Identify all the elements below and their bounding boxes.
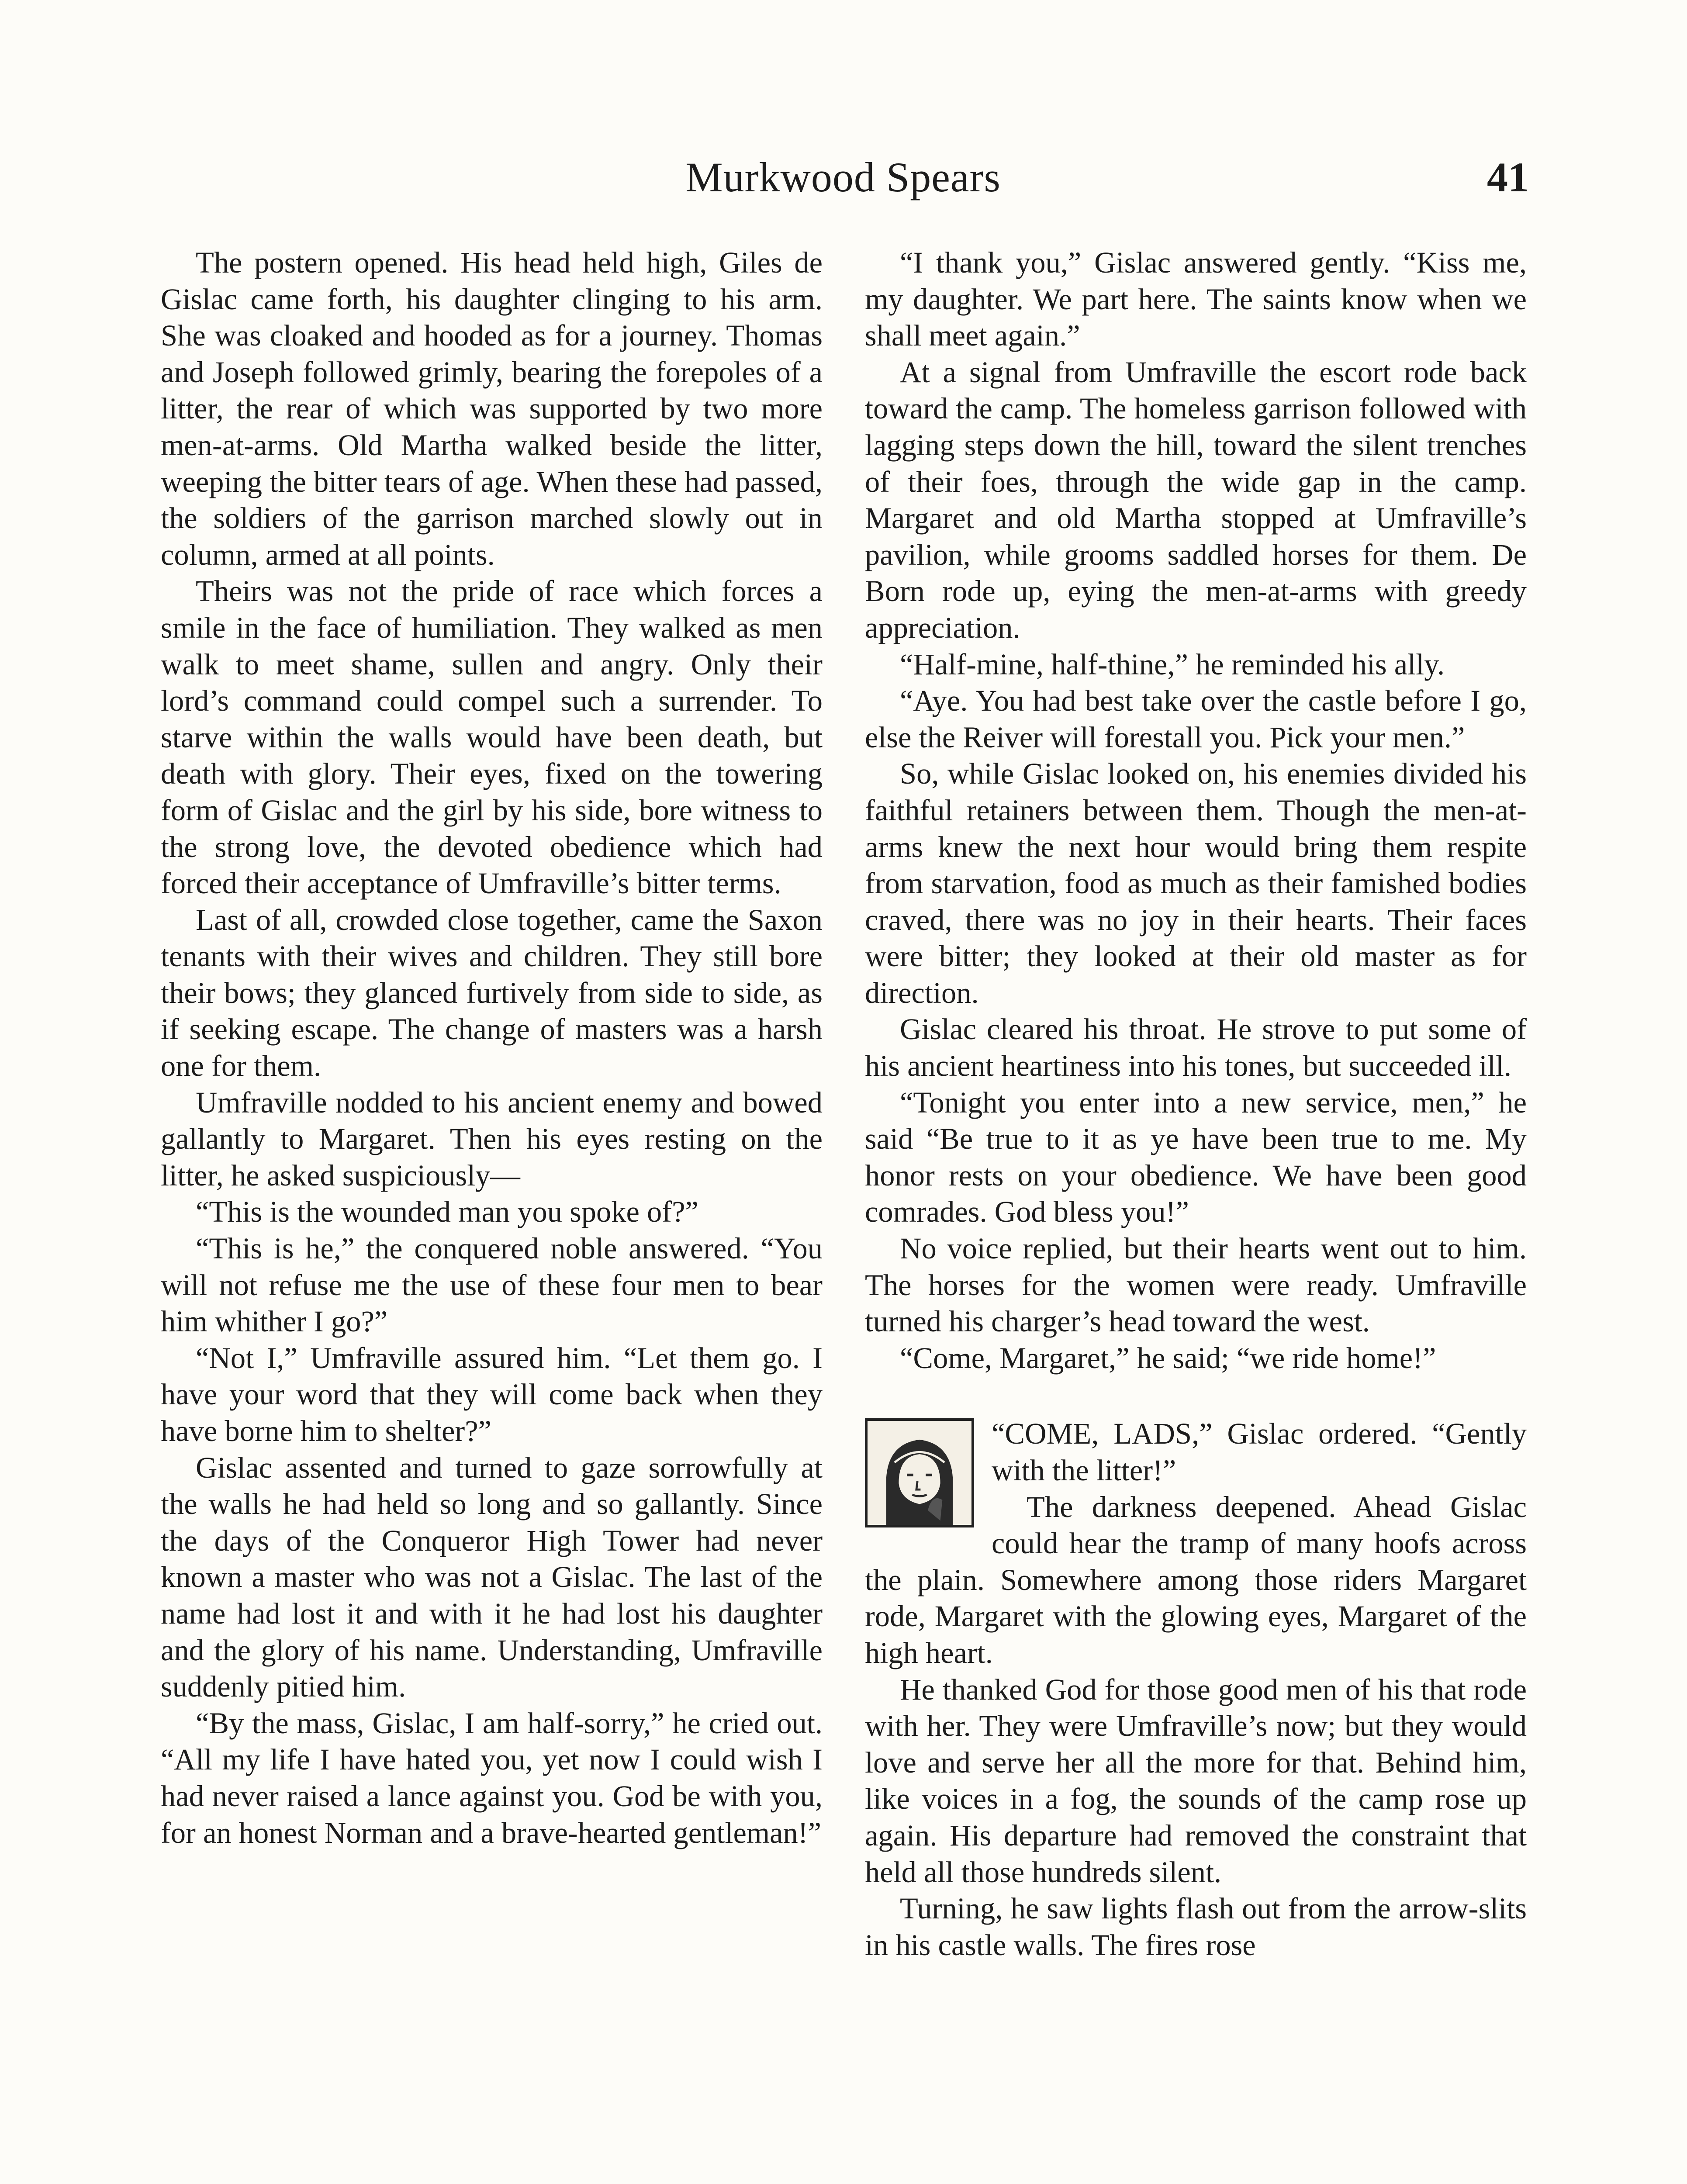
paragraph: “Come, Margaret,” he said; “we ride home!”: [900, 1341, 1436, 1375]
paragraph: No voice replied, but their hearts went out to him. The horses for the women were ready. Umfraville turned his charger’s head toward the west.: [865, 1232, 1527, 1338]
running-title: Murkwood Spears: [685, 154, 1001, 200]
paragraph: Umfraville nodded to his ancient enemy and bowed gallantly to Margaret. Then his eyes resting on the litter, he asked suspiciously—: [161, 1085, 823, 1192]
paragraph: “Not I,” Umfraville assured him. “Let them go. I have your word that they will come back when they have borne him to shelter?”: [161, 1341, 823, 1448]
paragraph: “By the mass, Gislac, I am half-sorry,” he cried out. “All my life I have hated you, yet now I could wish I had never raised a lance against you. God be with you, for an honest Norman and a brave-hearted gentleman!”: [161, 1706, 823, 1849]
paragraph: The darkness deepened. Ahead Gislac could hear the tramp of many hoofs across the plain. Somewhere among those riders Margaret rode, Margaret with the glowing eyes, Margaret of the high heart.: [865, 1490, 1527, 1669]
paragraph: “This is the wounded man you spoke of?”: [196, 1195, 698, 1229]
section-break: [865, 1376, 1527, 1416]
paragraph: So, while Gislac looked on, his enemies divided his faithful retainers between them. Though the men-at-arms knew the next hour would bring them respite from starvation, food as much as their famished bodies craved, there was no joy in their hearts. Their faces were bitter; they looked at their old master as for direction.: [865, 757, 1527, 1009]
page-number: 41: [1487, 154, 1529, 200]
paragraph: Theirs was not the pride of race which forces a smile in the face of humiliation. They walked as men walk to meet shame, sullen and angry. Only their lord’s command could compel such a surrender. To starve within the walls would have been death, but death with glory. Their eyes, fixed on the towering form of Gislac and the girl by his side, bore witness to the strong love, the devoted obedience which had forced their acceptance of Umfraville’s bitter terms.: [161, 574, 823, 900]
right-column: [865, 245, 1527, 1963]
page-header: [157, 149, 1529, 210]
paragraph: “COME, LADS,” Gislac ordered. “Gently with the litter!”: [992, 1417, 1527, 1487]
paragraph: He thanked God for those good men of his that rode with her. They were Umfraville’s now; but they would love and serve her all the more for that. Behind him, like voices in a fog, the sounds of the camp rose up again. His departure had removed the constraint that held all those hundreds silent.: [865, 1673, 1527, 1889]
paragraph: Turning, he saw lights flash out from the arrow-slits in his castle walls. The fires rose: [865, 1892, 1527, 1962]
paragraph: “Tonight you enter into a new service, men,” he said “Be true to it as ye have been true to me. My honor rests on your obedience. We have been good comrades. God bless you!”: [865, 1085, 1527, 1229]
left-column: [161, 245, 823, 1851]
paragraph: Gislac cleared his throat. He strove to put some of his ancient heartiness into his tones, but succeeded ill.: [865, 1013, 1527, 1083]
paragraph: Last of all, crowded close together, came the Saxon tenants with their wives and children. They still bore their bows; they glanced furtively from side to side, as if seeking escape. The change of masters was a harsh one for them.: [161, 903, 823, 1083]
paragraph: “Aye. You had best take over the castle before I go, else the Reiver will forestall you. Pick your men.”: [865, 684, 1527, 754]
paragraph: “Half-mine, half-thine,” he reminded his ally.: [900, 647, 1445, 681]
section-opening: [865, 1416, 1527, 1671]
paragraph: At a signal from Umfraville the escort rode back toward the camp. The homeless garrison followed with lagging steps down the hill, toward the silent trenches of their foes, through the wide gap in the camp. Margaret and old Martha stopped at Umfraville’s pavilion, while grooms saddled horses for them. De Born rode up, eying the men-at-arms with greedy appreciation.: [865, 355, 1527, 644]
paragraph: Gislac assented and turned to gaze sorrowfully at the walls he had held so long and so gallantly. Since the days of the Conqueror High Tower had never known a master who was not a Gislac. The last of the name had lost it and with it he had lost his daughter and the glory of his name. Understanding, Umfraville suddenly pitied him.: [161, 1451, 823, 1704]
paragraph: “This is he,” the conquered noble answered. “You will not refuse me the use of these four men to bear him whither I go?”: [161, 1232, 823, 1338]
paragraph: “I thank you,” Gislac answered gently. “Kiss me, my daughter. We part here. The saints know when we shall meet again.”: [865, 246, 1527, 352]
illustrated-initial-icon: [865, 1418, 974, 1527]
paragraph: The postern opened. His head held high, Giles de Gislac came forth, his daughter clinging to his arm. She was cloaked and hooded as for a journey. Thomas and Joseph followed grimly, bearing the forepoles of a litter, the rear of which was supported by two more men-at-arms. Old Martha walked beside the litter, weeping the bitter tears of age. When these had passed, the soldiers of the garrison marched slowly out in column, armed at all points.: [161, 246, 823, 571]
